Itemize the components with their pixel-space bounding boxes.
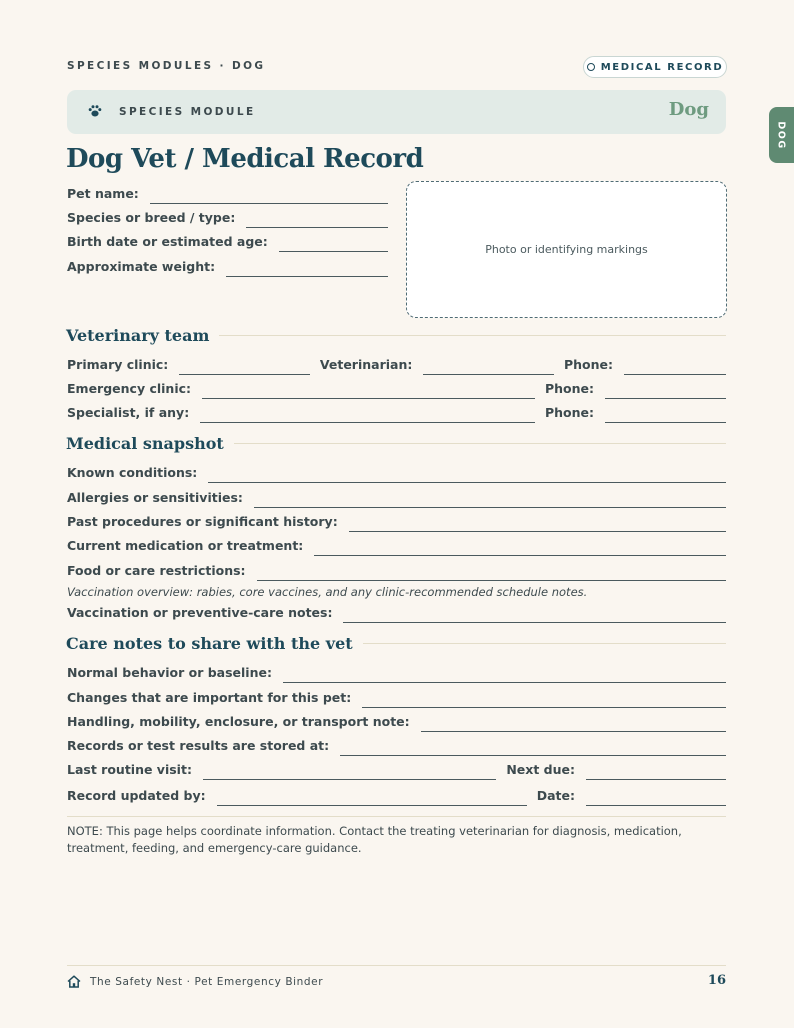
medical-snapshot-heading: Medical snapshot (66, 434, 224, 453)
procedures-row (67, 512, 726, 532)
pet-name-field[interactable] (150, 187, 388, 204)
weight-label: Approximate weight: (67, 259, 216, 274)
page-footer (67, 965, 726, 996)
care-notes-heading: Care notes to share with the vet (66, 634, 353, 653)
baseline-label: Normal behavior or baseline: (67, 665, 272, 680)
changes-label: Changes that are important for this pet: (67, 690, 352, 705)
section-divider (363, 643, 726, 644)
handling-field[interactable] (421, 715, 726, 732)
records-row (67, 736, 726, 756)
specialist-row (67, 403, 726, 423)
date-label: Date: (536, 788, 575, 803)
emergency-clinic-row (67, 379, 726, 399)
medical-snapshot-section (66, 434, 726, 453)
allergies-field[interactable] (254, 491, 726, 508)
medical-record-badge (583, 56, 727, 78)
updated-by-field[interactable] (217, 789, 527, 806)
updated-by-row (67, 786, 726, 806)
species-banner (67, 90, 726, 134)
vet-team-section (66, 326, 726, 345)
next-due-label: Next due: (506, 762, 575, 777)
conditions-label: Known conditions: (67, 465, 198, 480)
vaccination-overview-note: Vaccination overview: rabies, core vaccines, and any clinic-recommended schedule notes. (67, 585, 588, 599)
emergency-phone-label: Phone: (544, 381, 594, 396)
veterinarian-field[interactable] (423, 358, 554, 375)
badge-label: MEDICAL RECORD (600, 61, 724, 73)
vet-team-heading: Veterinary team (66, 326, 210, 345)
primary-phone-label: Phone: (563, 357, 613, 372)
last-visit-label: Last routine visit: (67, 762, 192, 777)
specialist-label: Specialist, if any: (67, 405, 190, 420)
primary-clinic-field[interactable] (179, 358, 310, 375)
baseline-row (67, 663, 726, 683)
procedures-field[interactable] (349, 515, 726, 532)
conditions-row (67, 463, 726, 483)
allergies-label: Allergies or sensitivities: (67, 490, 243, 505)
species-breed-row (67, 208, 388, 228)
conditions-field[interactable] (208, 466, 726, 483)
medication-label: Current medication or treatment: (67, 538, 304, 553)
procedures-label: Past procedures or significant history: (67, 514, 338, 529)
disclaimer-note: NOTE: This page helps coordinate information. Contact the treating veterinarian for diagnosis, medication, treatment, feeding, and emergency-care guidance. (67, 816, 726, 857)
restrictions-row (67, 561, 726, 581)
specialist-field[interactable] (200, 406, 535, 423)
changes-row (67, 688, 726, 708)
care-notes-section (66, 634, 726, 653)
vaccination-notes-row (67, 603, 726, 623)
species-breed-field[interactable] (246, 211, 388, 228)
records-field[interactable] (340, 739, 726, 756)
baseline-field[interactable] (283, 666, 726, 683)
side-tab-label: DOG (776, 120, 788, 150)
birth-date-row (67, 232, 388, 252)
veterinarian-label: Veterinarian: (319, 357, 413, 372)
primary-phone-field[interactable] (624, 358, 726, 375)
home-icon (67, 975, 81, 988)
side-tab[interactable] (769, 107, 794, 163)
pet-name-label: Pet name: (67, 186, 139, 201)
records-label: Records or test results are stored at: (67, 738, 330, 753)
weight-field[interactable] (226, 260, 388, 277)
last-visit-field[interactable] (203, 763, 496, 780)
birth-date-field[interactable] (279, 235, 388, 252)
restrictions-field[interactable] (257, 564, 726, 581)
paw-icon (88, 104, 102, 118)
birth-date-label: Birth date or estimated age: (67, 234, 268, 249)
allergies-row (67, 488, 726, 508)
page-number: 16 (707, 973, 726, 988)
banner-label: SPECIES MODULE (119, 106, 256, 118)
specialist-phone-field[interactable] (605, 406, 726, 423)
restrictions-label: Food or care restrictions: (67, 563, 246, 578)
section-divider (234, 443, 726, 444)
circle-icon (587, 63, 595, 71)
primary-clinic-label: Primary clinic: (67, 357, 169, 372)
section-divider (219, 335, 726, 336)
photo-box-label: Photo or identifying markings (485, 243, 648, 256)
pet-name-row (67, 184, 388, 204)
weight-row (67, 257, 388, 277)
handling-row (67, 712, 726, 732)
emergency-phone-field[interactable] (605, 382, 726, 399)
page-title: Dog Vet / Medical Record (66, 144, 424, 174)
photo-box[interactable] (406, 181, 727, 318)
specialist-phone-label: Phone: (544, 405, 594, 420)
next-due-field[interactable] (586, 763, 726, 780)
medication-field[interactable] (314, 539, 726, 556)
date-field[interactable] (586, 789, 726, 806)
species-breed-label: Species or breed / type: (67, 210, 236, 225)
eyebrow-text: SPECIES MODULES · DOG (67, 60, 266, 72)
emergency-clinic-label: Emergency clinic: (67, 381, 192, 396)
medication-row (67, 536, 726, 556)
primary-clinic-row (67, 355, 726, 375)
last-visit-row (67, 760, 726, 780)
vaccination-notes-field[interactable] (343, 606, 726, 623)
footer-brand: The Safety Nest · Pet Emergency Binder (90, 976, 324, 988)
emergency-clinic-field[interactable] (202, 382, 535, 399)
banner-species: Dog (668, 99, 709, 120)
changes-field[interactable] (362, 691, 726, 708)
vaccination-notes-label: Vaccination or preventive-care notes: (67, 605, 333, 620)
handling-label: Handling, mobility, enclosure, or transport note: (67, 714, 410, 729)
updated-by-label: Record updated by: (67, 788, 206, 803)
